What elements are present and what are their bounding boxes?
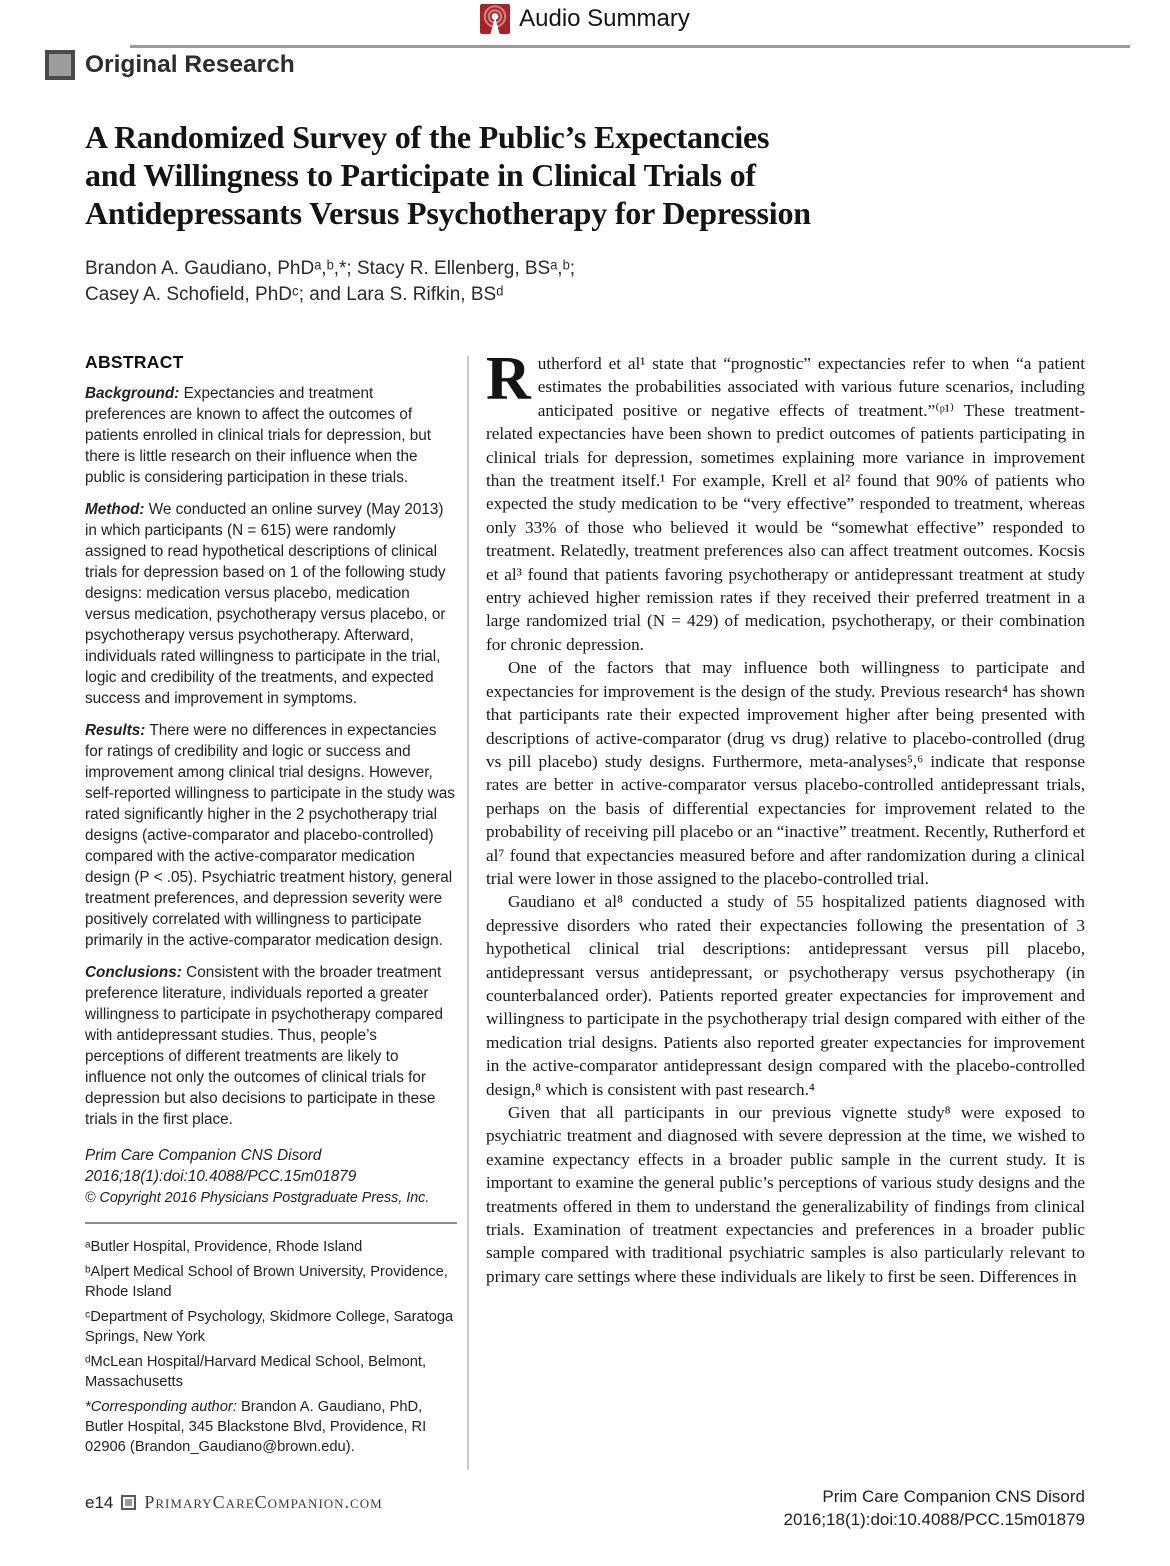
citation-line: Prim Care Companion CNS Disord [85,1147,322,1164]
paragraph-text: utherford et al¹ state that “prognostic” expectancies refer to when “a patient estimates the probabilities associated with various future scenarios, including anticipated positive or negative effects of treatment.”⁽ᵖ¹⁾ These treatment-related expectancies have been shown to predict outcomes of patients participating in clinical trials for depression, sometimes explaining more variance in improvement than the treatment itself.¹ For example, Krell et al² found that 90% of patients who expected the study medication to be “very effective” responded to treatment, whereas only 33% of those who believed it would be “somewhat effective” responded to treatment. Relatedly, treatment preferences also can affect treatment outcomes. Kocsis et al³ found that patients favoring psychotherapy or antidepressant treatment at study entry achieved higher remission rates if they received their preferred treatment in a large randomized trial (N = 429) of medication, psychotherapy, or their combination for chronic depression. [486,354,1085,654]
authors-line: Casey A. Schofield, PhDᶜ; and Lara S. Rifkin, BSᵈ [85,284,504,305]
article-title [85,118,811,232]
abstract-section-label: Background: [85,385,180,402]
footer-citation [784,1485,1086,1531]
paragraph: One of the factors that may influence both willingness to participate and expectancies for improvement is the design of the study. Previous research⁴ has shown that participants rate their expected improvement higher after being presented with descriptions of active-comparator (drug vs drug) relative to placebo-controlled (drug vs pill placebo) study designs. Furthermore, meta-analyses⁵,⁶ indicate that response rates are better in active-comparator versus placebo-controlled antidepressant trials, perhaps on the basis of differential expectancies for improvement related to the probability of receiving pill placebo or an “inactive” treatment. Recently, Rutherford et al⁷ found that expectancies measured before and after randomization during a clinical trial were lower in those assigned to the placebo-controlled trial. [486,658,1085,888]
abstract-background [85,383,457,488]
section-marker-icon [45,50,75,80]
citation-line: 2016;18(1):doi:10.4088/PCC.15m01879 [85,1168,357,1185]
title-line: Antidepressants Versus Psychotherapy for Depression [85,195,811,231]
copyright-line: © Copyright 2016 Physicians Postgraduate Press, Inc. [85,1190,430,1206]
authors-line: Brandon A. Gaudiano, PhDᵃ,ᵇ,*; Stacy R. Ellenberg, BSᵃ,ᵇ; [85,258,576,279]
affiliation: ᵈMcLean Hospital/Harvard Medical School, Belmont, Massachusetts [85,1354,427,1390]
site-name: PrimaryCareCompanion.com [144,1492,383,1512]
abstract-section-text: Expectancies and treatment preferences are known to affect the outcomes of patients enrolled in clinical trials for depression, but there is little research on their influence when the public is considering participation in these trials. [85,385,432,486]
corresponding-author-label: *Corresponding author: [85,1399,237,1415]
paragraph [486,352,1085,656]
abstract-results [85,720,457,951]
abstract-section-text: We conducted an online survey (May 2013) in which participants (N = 615) were randomly assigned to read hypothetical descriptions of clinical trials for depression based on 1 of the following study designs: medication versus placebo, medication versus medication, psychotherapy versus placebo, or psychotherapy versus psychotherapy. Afterward, individuals rated willingness to participate in the trial, logic and credibility of the treatments, and expected success and improvement in symptoms. [85,501,446,707]
abstract-column [85,352,457,1462]
column-divider [467,356,469,1470]
affiliations-rule [85,1222,457,1224]
footer-citation-line: 2016;18(1):doi:10.4088/PCC.15m01879 [783,1510,1085,1529]
abstract-section-label: Method: [85,501,145,518]
paragraph: Gaudiano et al⁸ conducted a study of 55 hospitalized patients diagnosed with depressive disorders who rated their expectancies following the presentation of 3 hypothetical clinical trial descriptions: antidepressant versus pill placebo, antidepressant versus antidepressant, or psychotherapy versus psychotherapy (in counterbalanced order). Patients reported greater expectancies for improvement and willingness to participate in the psychotherapy trial design compared with either of the medication trial designs. Patients also reported greater expectancies for improvement in the active-comparator antidepressant design compared with the placebo-controlled design,⁸ which is consistent with past research.⁴ [486,892,1085,1099]
abstract-section-label: Conclusions: [85,964,182,981]
title-line: A Randomized Survey of the Public’s Expectancies [85,119,770,155]
journal-citation [85,1145,457,1187]
affiliations [85,1237,457,1457]
audio-summary-link[interactable] [0,4,1170,34]
authors [85,256,575,308]
corresponding-author-text: Brandon A. Gaudiano, PhD, Butler Hospital, 345 Blackstone Blvd, Providence, RI 02906 (Brandon_Gaudiano@brown.edu). [85,1399,427,1455]
abstract-conclusions [85,962,457,1130]
affiliation: ᵇAlpert Medical School of Brown University, Providence, Rhode Island [85,1264,448,1300]
page-number: e14 [85,1492,114,1512]
footer-site-icon [121,1495,136,1510]
title-line: and Willingness to Participate in Clinical Trials of [85,157,756,193]
section-label: Original Research [85,51,295,78]
abstract-heading: ABSTRACT [85,352,184,372]
affiliation: ᵃButler Hospital, Providence, Rhode Island [85,1239,363,1255]
paragraph: Given that all participants in our previous vignette study⁸ were exposed to psychiatric treatment and diagnosed with severe depression at the time, we wished to examine expectancy effects in a broader public sample in the current study. It is important to examine the general public’s perceptions of various study designs and the treatments offered in them to understand the generalizability of findings from clinical trials. Examination of treatment expectancies and preferences in a broader public sample compared with traditional psychiatric samples is also particularly relevant to primary care settings where these individuals are likely to first be seen. Differences in [486,1103,1085,1286]
audio-summary-label: Audio Summary [519,5,690,32]
footer-citation-line: Prim Care Companion CNS Disord [822,1487,1085,1506]
abstract-section-text: There were no differences in expectancies for ratings of credibility and logic or success and improvement among clinical trial designs. However, self-reported willingness to participate in the study was rated significantly higher in the 2 psychotherapy trial designs (active-comparator and placebo-controlled) compared with the active-comparator medication design (P < .05). Psychiatric treatment history, general treatment preferences, and depression severity were positively correlated with willingness to participate primarily in the active-comparator medication design. [85,722,455,949]
abstract-method [85,499,457,709]
abstract-section-text: Consistent with the broader treatment preference literature, individuals reported a greater willingness to participate in psychotherapy compared with antidepressant studies. Thus, people’s perceptions of different treatments are likely to influence not only the outcomes of clinical trials for depression but also decisions to participate in these trials in the first place. [85,964,443,1128]
footer-left [85,1492,383,1513]
header-rule [130,45,1130,48]
corresponding-author [85,1397,457,1457]
dropcap: R [486,352,531,413]
article-body [486,352,1085,1288]
audio-icon [480,4,510,34]
affiliation: ᶜDepartment of Psychology, Skidmore College, Saratoga Springs, New York [85,1309,454,1345]
abstract-section-label: Results: [85,722,146,739]
